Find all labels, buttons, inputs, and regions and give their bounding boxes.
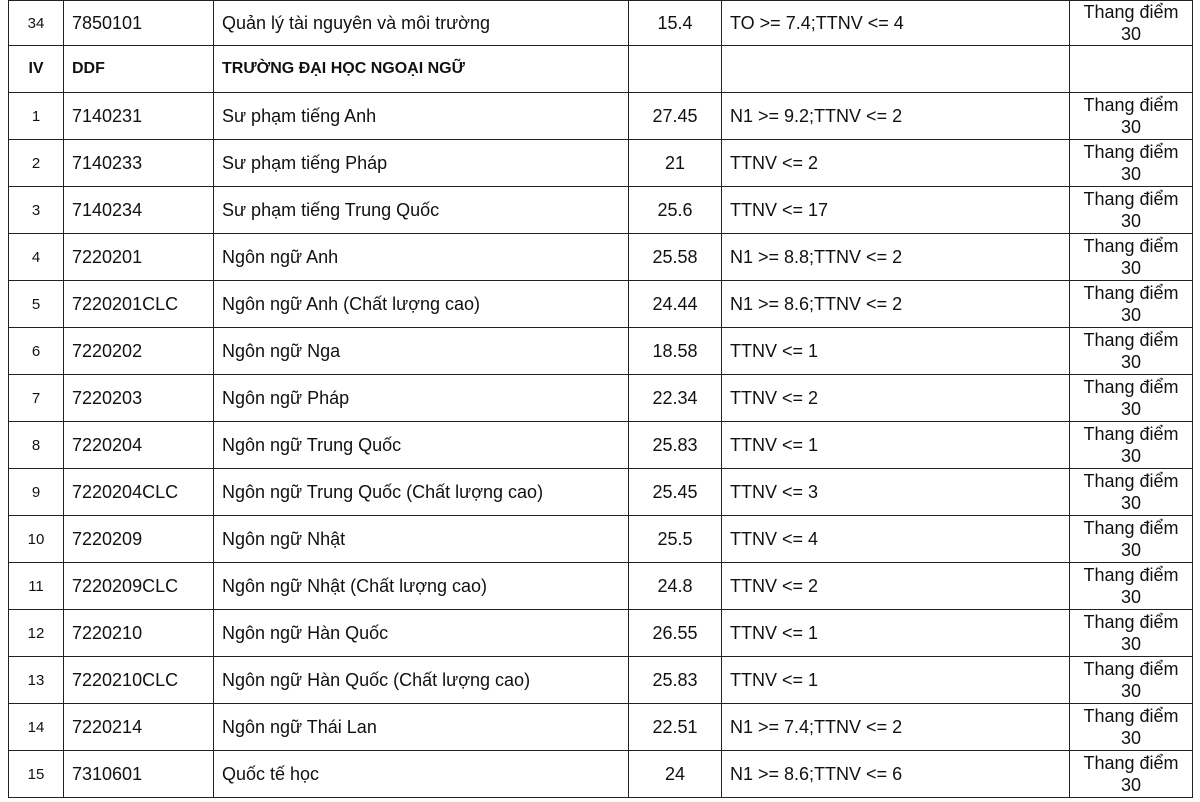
row-criteria: TTNV <= 2 bbox=[722, 375, 1070, 422]
table-body bbox=[9, 1, 1193, 798]
row-name: Ngôn ngữ Anh bbox=[214, 234, 629, 281]
row-score: 15.4 bbox=[629, 1, 722, 46]
table-row bbox=[9, 375, 1193, 422]
row-note: Thang điểm 30 bbox=[1070, 281, 1193, 328]
row-score: 22.34 bbox=[629, 375, 722, 422]
row-criteria: TTNV <= 2 bbox=[722, 563, 1070, 610]
table-row bbox=[9, 281, 1193, 328]
table-row bbox=[9, 187, 1193, 234]
row-stt: 13 bbox=[9, 657, 64, 704]
row-code: 7220210 bbox=[64, 610, 214, 657]
row-code: 7850101 bbox=[64, 1, 214, 46]
section-code: DDF bbox=[64, 46, 214, 93]
row-criteria: TTNV <= 3 bbox=[722, 469, 1070, 516]
row-note: Thang điểm 30 bbox=[1070, 422, 1193, 469]
row-name: Ngôn ngữ Trung Quốc bbox=[214, 422, 629, 469]
row-criteria: N1 >= 8.6;TTNV <= 6 bbox=[722, 751, 1070, 798]
row-name: Quản lý tài nguyên và môi trường bbox=[214, 1, 629, 46]
row-note: Thang điểm 30 bbox=[1070, 234, 1193, 281]
row-name: Ngôn ngữ Nga bbox=[214, 328, 629, 375]
row-code: 7220202 bbox=[64, 328, 214, 375]
row-note: Thang điểm 30 bbox=[1070, 657, 1193, 704]
row-code: 7220201CLC bbox=[64, 281, 214, 328]
row-note: Thang điểm 30 bbox=[1070, 93, 1193, 140]
row-stt: 4 bbox=[9, 234, 64, 281]
row-criteria: N1 >= 8.6;TTNV <= 2 bbox=[722, 281, 1070, 328]
row-name: Ngôn ngữ Nhật bbox=[214, 516, 629, 563]
row-criteria: TTNV <= 1 bbox=[722, 657, 1070, 704]
row-score: 27.45 bbox=[629, 93, 722, 140]
row-score: 24 bbox=[629, 751, 722, 798]
table-row bbox=[9, 1, 1193, 46]
row-stt: 8 bbox=[9, 422, 64, 469]
row-note: Thang điểm 30 bbox=[1070, 516, 1193, 563]
row-criteria: TTNV <= 4 bbox=[722, 516, 1070, 563]
section-stt: IV bbox=[9, 46, 64, 93]
row-note: Thang điểm 30 bbox=[1070, 375, 1193, 422]
row-note: Thang điểm 30 bbox=[1070, 751, 1193, 798]
table-row bbox=[9, 563, 1193, 610]
row-score: 25.58 bbox=[629, 234, 722, 281]
row-stt: 11 bbox=[9, 563, 64, 610]
row-name: Ngôn ngữ Hàn Quốc bbox=[214, 610, 629, 657]
row-note: Thang điểm 30 bbox=[1070, 140, 1193, 187]
row-name: Sư phạm tiếng Pháp bbox=[214, 140, 629, 187]
table-row bbox=[9, 234, 1193, 281]
row-stt: 3 bbox=[9, 187, 64, 234]
row-stt: 34 bbox=[9, 1, 64, 46]
admission-score-table bbox=[8, 0, 1193, 798]
row-score: 26.55 bbox=[629, 610, 722, 657]
row-score: 25.6 bbox=[629, 187, 722, 234]
table-row bbox=[9, 516, 1193, 563]
row-stt: 10 bbox=[9, 516, 64, 563]
row-code: 7220209CLC bbox=[64, 563, 214, 610]
row-code: 7220201 bbox=[64, 234, 214, 281]
row-score: 25.45 bbox=[629, 469, 722, 516]
row-score: 25.83 bbox=[629, 422, 722, 469]
row-code: 7140233 bbox=[64, 140, 214, 187]
row-stt: 9 bbox=[9, 469, 64, 516]
row-note: Thang điểm 30 bbox=[1070, 469, 1193, 516]
row-code: 7220214 bbox=[64, 704, 214, 751]
table-row bbox=[9, 610, 1193, 657]
table-row bbox=[9, 140, 1193, 187]
row-name: Quốc tế học bbox=[214, 751, 629, 798]
section-name: TRƯỜNG ĐẠI HỌC NGOẠI NGỮ bbox=[214, 46, 629, 93]
row-criteria: TTNV <= 1 bbox=[722, 422, 1070, 469]
row-note: Thang điểm 30 bbox=[1070, 610, 1193, 657]
row-note: Thang điểm 30 bbox=[1070, 563, 1193, 610]
row-name: Ngôn ngữ Pháp bbox=[214, 375, 629, 422]
row-criteria: TTNV <= 1 bbox=[722, 328, 1070, 375]
row-criteria: N1 >= 8.8;TTNV <= 2 bbox=[722, 234, 1070, 281]
row-score: 25.5 bbox=[629, 516, 722, 563]
section-row bbox=[9, 46, 1193, 93]
row-stt: 12 bbox=[9, 610, 64, 657]
row-code: 7140231 bbox=[64, 93, 214, 140]
row-stt: 14 bbox=[9, 704, 64, 751]
row-score: 18.58 bbox=[629, 328, 722, 375]
row-criteria: TO >= 7.4;TTNV <= 4 bbox=[722, 1, 1070, 46]
row-note: Thang điểm 30 bbox=[1070, 187, 1193, 234]
row-code: 7310601 bbox=[64, 751, 214, 798]
section-note bbox=[1070, 46, 1193, 93]
row-stt: 5 bbox=[9, 281, 64, 328]
row-criteria: N1 >= 9.2;TTNV <= 2 bbox=[722, 93, 1070, 140]
row-code: 7220204 bbox=[64, 422, 214, 469]
row-code: 7140234 bbox=[64, 187, 214, 234]
row-name: Sư phạm tiếng Trung Quốc bbox=[214, 187, 629, 234]
row-note: Thang điểm 30 bbox=[1070, 704, 1193, 751]
row-name: Sư phạm tiếng Anh bbox=[214, 93, 629, 140]
row-name: Ngôn ngữ Hàn Quốc (Chất lượng cao) bbox=[214, 657, 629, 704]
table-row bbox=[9, 704, 1193, 751]
row-stt: 7 bbox=[9, 375, 64, 422]
row-code: 7220210CLC bbox=[64, 657, 214, 704]
table-row bbox=[9, 657, 1193, 704]
row-score: 22.51 bbox=[629, 704, 722, 751]
table-row bbox=[9, 422, 1193, 469]
row-note: Thang điểm 30 bbox=[1070, 1, 1193, 46]
row-criteria: TTNV <= 2 bbox=[722, 140, 1070, 187]
row-code: 7220204CLC bbox=[64, 469, 214, 516]
row-code: 7220203 bbox=[64, 375, 214, 422]
row-score: 25.83 bbox=[629, 657, 722, 704]
row-stt: 2 bbox=[9, 140, 64, 187]
table-row bbox=[9, 93, 1193, 140]
row-criteria: TTNV <= 17 bbox=[722, 187, 1070, 234]
row-name: Ngôn ngữ Nhật (Chất lượng cao) bbox=[214, 563, 629, 610]
row-code: 7220209 bbox=[64, 516, 214, 563]
row-stt: 15 bbox=[9, 751, 64, 798]
row-criteria: TTNV <= 1 bbox=[722, 610, 1070, 657]
row-score: 21 bbox=[629, 140, 722, 187]
section-score bbox=[629, 46, 722, 93]
section-criteria bbox=[722, 46, 1070, 93]
row-name: Ngôn ngữ Anh (Chất lượng cao) bbox=[214, 281, 629, 328]
row-stt: 1 bbox=[9, 93, 64, 140]
table-row bbox=[9, 751, 1193, 798]
table-row bbox=[9, 469, 1193, 516]
row-name: Ngôn ngữ Trung Quốc (Chất lượng cao) bbox=[214, 469, 629, 516]
table-row bbox=[9, 328, 1193, 375]
row-note: Thang điểm 30 bbox=[1070, 328, 1193, 375]
row-criteria: N1 >= 7.4;TTNV <= 2 bbox=[722, 704, 1070, 751]
row-stt: 6 bbox=[9, 328, 64, 375]
row-name: Ngôn ngữ Thái Lan bbox=[214, 704, 629, 751]
row-score: 24.44 bbox=[629, 281, 722, 328]
row-score: 24.8 bbox=[629, 563, 722, 610]
